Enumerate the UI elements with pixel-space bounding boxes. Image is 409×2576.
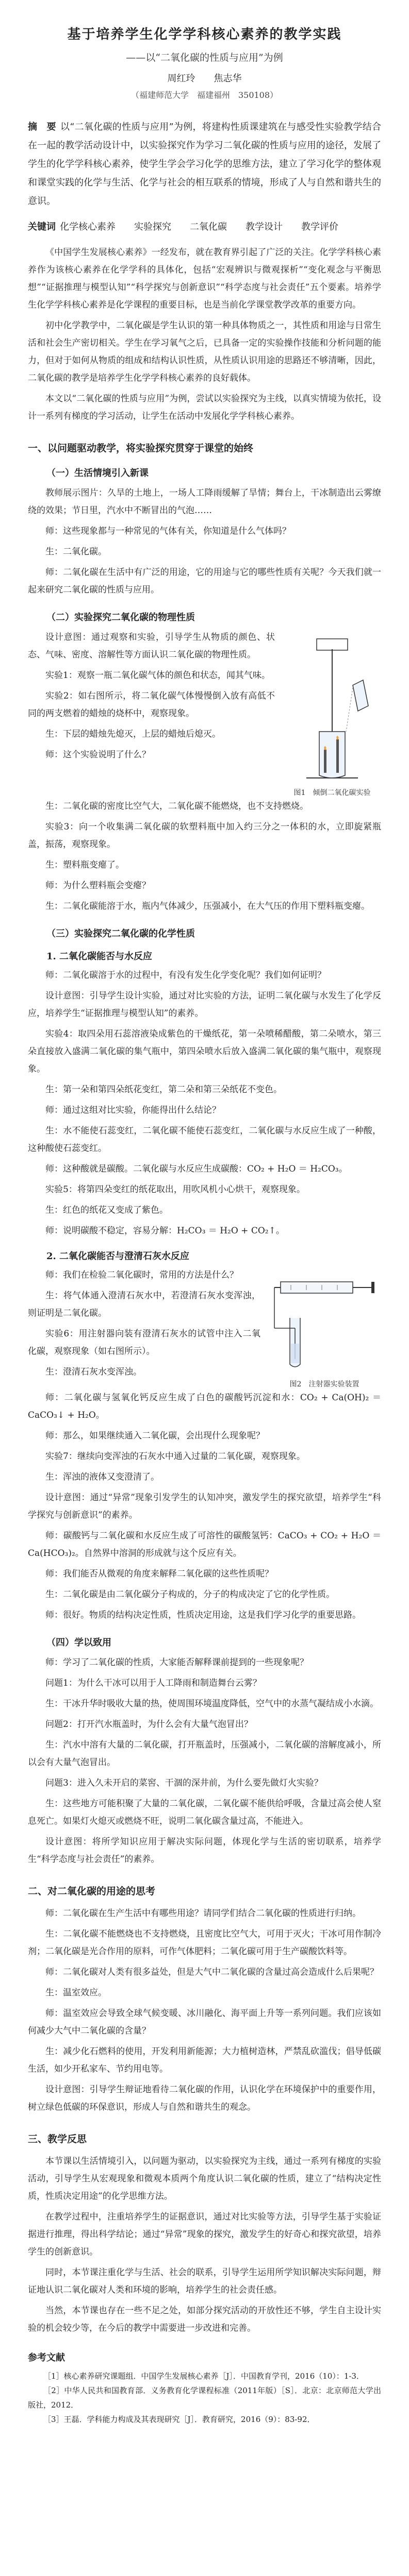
author-line: 周红玲 焦志华 <box>167 73 242 84</box>
figure-block <box>28 1266 381 1389</box>
apparatus-figure <box>283 629 381 798</box>
body-paragraph: 生：干冰升华时吸收大量的热，使周围环境温度降低，空气中的水蒸气凝结成小水滴。 <box>45 1699 379 1709</box>
body-paragraph: 生：二氧化碳是由二氧化碳分子构成的，分子的构成决定了它的化学性质。 <box>45 1589 335 1600</box>
body-paragraph: 在教学过程中，注重培养学生的证据意识，通过对比实验等方法，引导学生基于实验证据进行推理，得出科学结论；通过“异常”现象的探究，激发学生的好奇心和探究欲望，培养学生的创新意识。 <box>28 2212 381 2257</box>
syringe-figure <box>268 1266 381 1389</box>
body-paragraph: 问题1：为什么干冰可以用于人工降雨和制造舞台云雾？ <box>45 1678 261 1688</box>
body-paragraph: 生：汽水中溶有大量的二氧化碳，打开瓶盖时，压强减小，二氧化碳的溶解度减小，所以会有大量气泡冒出。 <box>28 1740 381 1768</box>
body-paragraph: 师：为什么塑料瓶会变瘪？ <box>45 880 151 891</box>
body-paragraph: 问题2：打开汽水瓶盖时，为什么会有大量气泡冒出？ <box>45 1719 253 1730</box>
figure-caption: 图2 注射器实验装置 <box>289 1380 359 1388</box>
body-paragraph: 师：这个实验说明了什么？ <box>45 750 151 760</box>
body-paragraph: 生：二氧化碳。 <box>45 547 107 557</box>
keywords <box>28 218 381 236</box>
body-paragraph: 实验4：取四朵用石蕊溶液染成紫色的干燥纸花，第一朵喷稀醋酸，第二朵喷水，第三朵直接放入盛满二氧化碳的集气瓶中，第四朵喷水后放入盛满二氧化碳的集气瓶中，观察现象。 <box>28 1029 381 1074</box>
body-paragraph: 师：二氧化碳对人类有很多益处，但是大气中二氧化碳的含量过高会造成什么后果呢？ <box>45 1967 379 1977</box>
body-paragraph: 实验2：如右图所示，将二氧化碳气体慢慢倒入放有高低不同的两支燃着的蜡烛的烧杯中，观察现象。 <box>28 691 275 719</box>
references-heading: 参考文献 <box>28 2352 65 2363</box>
reference-item: ［2］中华人民共和国教育部．义务教育化学课程标准（2011年版）［S］．北京：北京师范大学出版社，2012． <box>28 2386 381 2410</box>
subsection-heading: （三）实验探究二氧化碳的化学性质 <box>46 928 195 939</box>
body-paragraph: 师：说明碳酸不稳定，容易分解：H₂CO₃ ＝ H₂O + CO₂↑。 <box>45 1226 285 1236</box>
body-paragraph: 实验7：继续向变浑浊的石灰水中通入过量的二氧化碳，观察现象。 <box>45 1451 305 1462</box>
body-paragraph: 问题3：进入久未开启的菜窖、干涸的深井前，为什么要先做灯火实验？ <box>45 1778 323 1788</box>
body-paragraph: 师：那么，如果继续通入二氧化碳，会出现什么现象呢？ <box>45 1431 265 1441</box>
figure-block <box>28 629 381 798</box>
figure-side-text <box>28 1266 260 1384</box>
body-paragraph: 生：红色的纸花又变成了紫色。 <box>45 1205 168 1215</box>
body-paragraph: 生：减少化石燃料的使用，开发利用新能源；大力植树造林，严禁乱砍滥伐；倡导低碳生活，如少开私家车、节约用电等。 <box>28 2046 381 2074</box>
body-paragraph: 师：学习了二氧化碳的性质，大家能否解释课前提到的一些现象呢？ <box>45 1657 308 1668</box>
section-heading: 三、教学反思 <box>28 2133 87 2145</box>
page-subtitle: ——以“二氧化碳的性质与应用”为例 <box>126 52 283 63</box>
body-paragraph: 生：二氧化碳的密度比空气大，二氧化碳不能燃烧，也不支持燃烧。 <box>45 801 308 811</box>
body-paragraph: 实验5：将第四朵变红的纸花取出，用吹风机小心烘干，观察现象。 <box>45 1184 305 1195</box>
body-paragraph: 师：我们能否从微观的角度来解释二氧化碳的这些性质呢？ <box>45 1569 273 1579</box>
subsubsection-heading: 1. 二氧化碳能否与水反应 <box>46 951 153 962</box>
body-paragraph: 生：塑料瓶变瘪了。 <box>45 860 124 870</box>
abstract-text: 以“二氧化碳的性质与应用”为例，将建构性质课建筑在与感受性实验教学结合在一起的教学活动设计中，以实验探究作为学习二氧化碳的性质与应用的途径，发展了学生的化学学科核心素养，使学生学会学习化学的思维方法，建立了学习化学的整体观和课堂实践的化学与生活、化学与社会的相互联系的情境，形成了人与自然和谐共生的意识。 <box>28 122 381 207</box>
subsubsection-heading: 2. 二氧化碳能否与澄清石灰水反应 <box>46 1251 190 1262</box>
body-paragraph: 师：这种酸就是碳酸。二氧化碳与水反应生成碳酸：CO₂ + H₂O ＝ H₂CO₃。 <box>45 1164 348 1174</box>
reference-item: ［1］核心素养研究课题组．中国学生发展核心素养［J］．中国教育学刊，2016（10）：1-3． <box>43 2371 364 2381</box>
body-paragraph: 当然，本节课也存在一些不足之处，如部分探究活动的开放性还不够，学生自主设计实验的机会较少等，在今后的教学中需要进一步改进和完善。 <box>28 2306 381 2333</box>
body-paragraph: 师：这些现象都与一种常见的气体有关，你知道是什么气体吗？ <box>45 526 291 536</box>
subsection-heading: （一）生活情境引入新课 <box>46 468 149 479</box>
body-paragraph: 师：碳酸钙与二氧化碳和水反应生成了可溶性的碳酸氢钙：CaCO₃ + CO₂ + H₂O ＝ Ca(HCO₃)₂。自然界中溶洞的形成就与这个反应有关。 <box>28 1531 381 1558</box>
keywords-text: 化学核心素养 实验探究 二氧化碳 教学设计 教学评价 <box>60 222 338 232</box>
subsection-heading: （二）实验探究二氧化碳的物理性质 <box>46 612 195 623</box>
affiliation-line: （福建师范大学 福建福州 350108） <box>130 90 279 100</box>
body-paragraph: 生：水不能使石蕊变红，二氧化碳不能使石蕊变红，二氧化碳与水反应生成了一种酸，这种酸使石蕊变红。 <box>28 1126 381 1154</box>
reference-item: ［3］王磊．学科能力构成及其表现研究［J］．教育研究，2016（9）：83-92． <box>43 2415 315 2424</box>
body-paragraph: 实验6：用注射器向装有澄清石灰水的试管中注入二氧化碳，观察现象（如右图所示）。 <box>28 1329 260 1357</box>
body-paragraph: 生：浑浊的液体又变澄清了。 <box>45 1472 159 1482</box>
body-paragraph: 生：二氧化碳能溶于水，瓶内气体减少，压强减小，在大气压的作用下塑料瓶变瘪。 <box>45 901 370 911</box>
body-paragraph: 设计意图：引导学生设计实验，通过对比实验的方法，证明二氧化碳与水发生了化学反应，培养学生“证据推理与模型认知”的素养。 <box>28 991 381 1019</box>
apparatus-illustration <box>286 629 379 783</box>
figure-side-text <box>28 629 275 767</box>
body-paragraph: 生：澄清石灰水变浑浊。 <box>45 1367 142 1377</box>
section-heading: 一、以问题驱动教学，将实验探究贯穿于课堂的始终 <box>28 443 254 454</box>
abstract <box>28 118 381 211</box>
syringe-illustration <box>270 1266 379 1375</box>
body-paragraph: 生：第一朵和第四朵纸花变红，第二朵和第三朵纸花不变色。 <box>45 1084 282 1095</box>
body-paragraph: 生：下层的蜡烛先熄灭，上层的蜡烛后熄灭。 <box>45 729 221 739</box>
body-paragraph: 设计意图：引导学生辩证地看待二氧化碳的作用，认识化学在环境保护中的重要作用，树立绿色低碳的环保意识，形成人与自然和谐共生的观念。 <box>28 2084 381 2112</box>
body-paragraph: 设计意图：将所学知识应用于解决实际问题，体现化学与生活的密切联系，培养学生“科学态度与社会责任”的素养。 <box>28 1837 381 1865</box>
body-paragraph: 实验1：观察一瓶二氧化碳气体的颜色和状态，闻其气味。 <box>45 670 270 681</box>
page-title: 基于培养学生化学学科核心素养的教学实践 <box>67 27 342 42</box>
body-paragraph: 本节课以生活情境引入，以问题为驱动，以实验探究为主线，通过一系列有梯度的实验活动，引导学生从宏观现象和微观本质两个角度认识二氧化碳的性质，建立了“结构决定性质，性质决定用途”的化学思维方法。 <box>28 2156 381 2201</box>
body-paragraph: 师：二氧化碳在生活中有广泛的用途，它的用途与它的哪些性质有关呢？今天我们就一起来研究二氧化碳的性质与应用。 <box>28 567 381 595</box>
body-paragraph: 生：这些地方可能积聚了大量的二氧化碳，二氧化碳不能供给呼吸，含量过高会使人窒息死亡。如果灯火熄灭或燃烧不旺，说明二氧化碳含量过高，不能进入。 <box>28 1799 381 1826</box>
body-paragraph: 设计意图：通过观察和实验，引导学生从物质的颜色、状态、气味、密度、溶解性等方面认识二氧化碳的物理性质。 <box>28 632 275 660</box>
body-paragraph: 生：温室效应。 <box>45 1988 107 1998</box>
figure-caption: 图1 倾倒二氧化碳实验 <box>293 789 371 797</box>
body-paragraph: 师：很好。物质的结构决定性质，性质决定用途，这是我们学习化学的重要思路。 <box>45 1610 361 1620</box>
body-paragraph: 实验3：向一个收集满二氧化碳的软塑料瓶中加入约三分之一体积的水，立即旋紧瓶盖，振荡，观察现象。 <box>28 822 381 850</box>
body-paragraph: 设计意图：通过“异常”现象引发学生的认知冲突，激发学生的探究欲望，培养学生“科学探究与创新意识”的素养。 <box>28 1493 381 1520</box>
intro-paragraph: 初中化学教学中，二氧化碳是学生认识的第一种具体物质之一，其性质和用途与日常生活和社会生产密切相关。学生在学习氧气之后，已具备一定的实验操作技能和分析问题的能力，但对于如何从物质的组成和结构认识性质，从性质认识用途的思路还不够清晰，因此，二氧化碳的教学是培养学生化学学科核心素养的良好载体。 <box>28 320 381 383</box>
body-paragraph: 师：二氧化碳与氢氧化钙反应生成了白色的碳酸钙沉淀和水：CO₂ + Ca(OH)₂ ＝ CaCO₃↓ + H₂O。 <box>28 1393 381 1420</box>
subsection-heading: （四）学以致用 <box>46 1637 111 1648</box>
body-paragraph: 生：将气体通入澄清石灰水中，若澄清石灰水变浑浊，则证明是二氧化碳。 <box>28 1291 260 1318</box>
body-paragraph: 师：二氧化碳在生产生活中有哪些用途？请同学们结合二氧化碳的性质进行归纳。 <box>45 1908 361 1919</box>
body-paragraph: 师：二氧化碳溶于水的过程中，有没有发生化学变化呢？我们如何证明？ <box>45 970 326 980</box>
body-paragraph: 师：通过这组对比实验，你能得出什么结论？ <box>45 1105 221 1115</box>
section-heading: 二、对二氧化碳的用途的思考 <box>28 1886 156 1897</box>
intro-paragraph: 《中国学生发展核心素养》一经发布，就在教育界引起了广泛的关注。化学学科核心素养作为该核心素养在化学学科的具体化，包括“宏观辨识与微观探析”“变化观念与平衡思想”“证据推理与模型认知”“科学探究与创新意识”“科学态度与社会责任”五个要素。培养学生化学学科核心素养是化学课程的重要目标，也是当前化学课堂教学改革的重要方向。 <box>28 247 381 310</box>
body-paragraph: 师：我们在检验二氧化碳时，常用的方法是什么？ <box>45 1270 238 1280</box>
body-paragraph: 生：二氧化碳不能燃烧也不支持燃烧，且密度比空气大，可用于灭火；干冰可用作制冷剂；二氧化碳是光合作用的原料，可作气体肥料；二氧化碳可用于生产碳酸饮料等。 <box>28 1929 381 1957</box>
keywords-label: 关键词 <box>28 222 56 232</box>
body-paragraph: 同时，本节课注重化学与生活、社会的联系，引导学生运用所学知识解决实际问题，辩证地认识二氧化碳对人类和环境的影响，培养学生的社会责任感。 <box>28 2267 381 2295</box>
body-paragraph: 教师展示图片：久旱的土地上，一场人工降雨缓解了旱情；舞台上，干冰制造出云雾缭绕的效果；节日里，汽水中不断冒出的气泡…… <box>28 488 381 516</box>
intro-paragraph: 本文以“二氧化碳的性质与应用”为例，尝试以实验探究为主线，以真实情境为依托，设计一系列有梯度的学习活动，让学生在活动中发展化学学科核心素养。 <box>28 394 381 421</box>
body-paragraph: 师：温室效应会导致全球气候变暖、冰川融化、海平面上升等一系列问题。我们应该如何减少大气中二氧化碳的含量？ <box>28 2008 381 2036</box>
abstract-label: 摘 要 <box>28 122 56 132</box>
